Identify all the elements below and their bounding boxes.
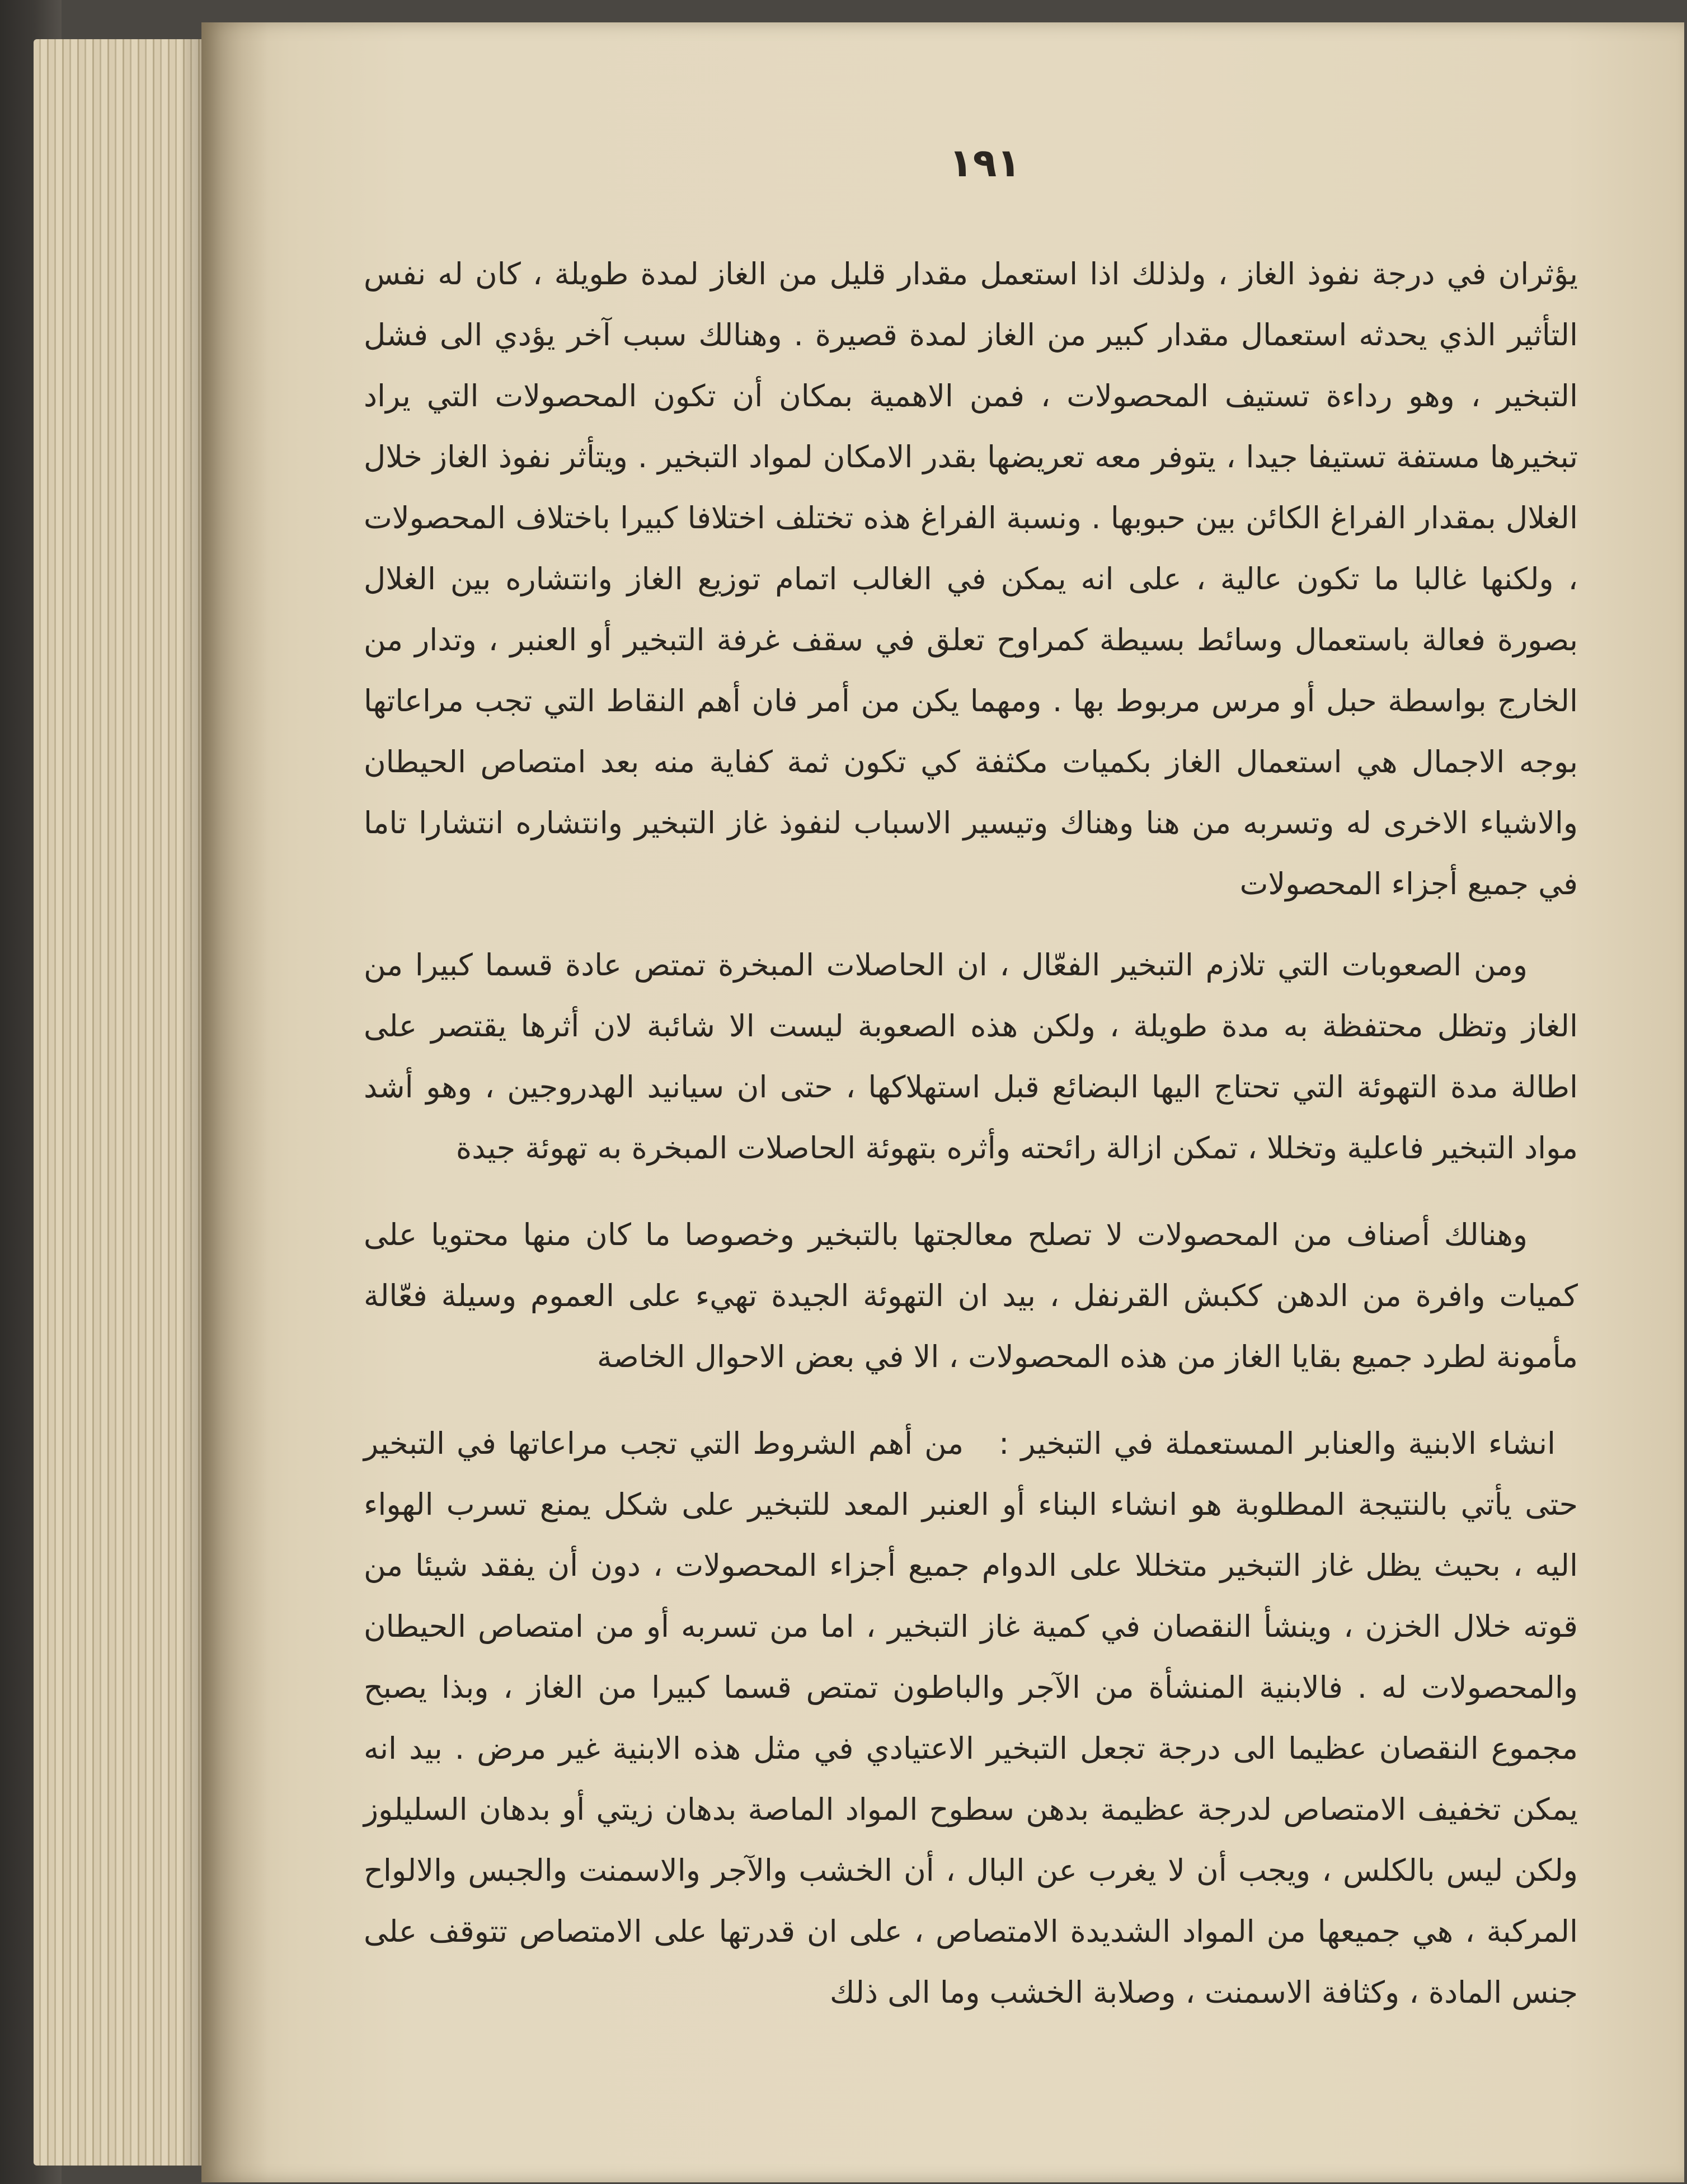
- paragraph-4-text: من أهم الشروط التي تجب مراعاتها في التبخير حتى يأتي بالنتيجة المطلوبة هو انشاء البناء أو العنبر المعد للتبخير على شكل يمنع تسرب الهواء اليه ، بحيث يظل غاز التبخير متخللا على الدوام جميع أجزاء المحصولات ، دون أن يفقد شيئا من قوته خلال الخزن ، وينشأ النقصان في كمية غاز التبخير ، اما من تسربه أو من امتصاص الحيطان والمحصولات له . فالابنية المنشأة من الآجر والباطون تمتص قسما كبيرا من الغاز ، وبذا يصبح مجموع النقصان عظيما الى درجة تجعل التبخير الاعتيادي في مثل هذه الابنية غير مرض . بيد انه يمكن تخفيف الامتصاص لدرجة عظيمة بدهن سطوح المواد الماصة بدهان زيتي أو بدهان السليلوز ولكن ليس بالكلس ، ويجب أن لا يغرب عن البال ، أن الخشب والآجر والاسمنت والجبس والالواح المركبة ، هي جميعها من المواد الشديدة الامتصاص ، على ان قدرتها على الامتصاص تتوقف على جنس المادة ، وكثافة الاسمنت ، وصلابة الخشب وما الى ذلك: [364, 1426, 1578, 2010]
- page-edges: [34, 39, 213, 2166]
- section-heading: انشاء الابنية والعنابر المستعملة في التبخير :: [999, 1426, 1556, 1461]
- paragraph-3: وهنالك أصناف من المحصولات لا تصلح معالجتها بالتبخير وخصوصا ما كان منها محتويا على كميات وافرة من الدهن ككبش القرنفل ، بيد ان التهوئة الجيدة تهيء على العموم وسيلة فعّالة مأمونة لطرد جميع بقايا الغاز من هذه المحصولات ، الا في بعض الاحوال الخاصة: [364, 1217, 1578, 1374]
- page-gutter-shadow: [201, 22, 269, 2182]
- paragraph-1: يؤثران في درجة نفوذ الغاز ، ولذلك اذا استعمل مقدار قليل من الغاز لمدة طويلة ، كان له نفس التأثير الذي يحدثه استعمال مقدار كبير من الغاز لمدة قصيرة . وهنالك سبب آخر يؤدي الى فشل التبخير ، وهو رداءة تستيف المحصولات ، فمن الاهمية بمكان أن تكون المحصولات التي يراد تبخيرها مستفة تستيفا جيدا ، يتوفر معه تعريضها بقدر الامكان لمواد التبخير . ويتأثر نفوذ الغاز خلال الغلال بمقدار الفراغ الكائن بين حبوبها . ونسبة الفراغ هذه تختلف اختلافا كبيرا باختلاف المحصولات ، ولكنها غالبا ما تكون عالية ، على انه يمكن في الغالب اتمام توزيع الغاز وانتشاره بين الغلال بصورة فعالة باستعمال وسائط بسيطة كمراوح تعلق في سقف غرفة التبخير أو العنبر ، وتدار من الخارج بواسطة حبل أو مرس مربوط بها . ومهما يكن من أمر فان أهم النقاط التي تجب مراعاتها بوجه الاجمال هي استعمال الغاز بكميات مكثفة كي تكون ثمة كفاية منه بعد امتصاص الحيطان والاشياء الاخرى له وتسربه من هنا وهناك وتيسير الاسباب لنفوذ غاز التبخير وانتشاره انتشارا تاما في جميع أجزاء المحصولات: [364, 256, 1578, 901]
- page-body: [364, 243, 1578, 2023]
- book-page: [201, 22, 1684, 2182]
- page-number: ١٩١: [948, 140, 1021, 186]
- paragraph-4: [364, 1413, 1578, 2023]
- paragraph-2: ومن الصعوبات التي تلازم التبخير الفعّال ، ان الحاصلات المبخرة تمتص عادة قسما كبيرا من الغاز وتظل محتفظة به مدة طويلة ، ولكن هذه الصعوبة ليست الا شائبة لان أثرها يقتصر على اطالة مدة التهوئة التي تحتاج اليها البضائع قبل استهلاكها ، حتى ان سيانيد الهدروجين ، وهو أشد مواد التبخير فاعلية وتخللا ، تمكن ازالة رائحته وأثره بتهوئة الحاصلات المبخرة به تهوئة جيدة: [364, 947, 1578, 1166]
